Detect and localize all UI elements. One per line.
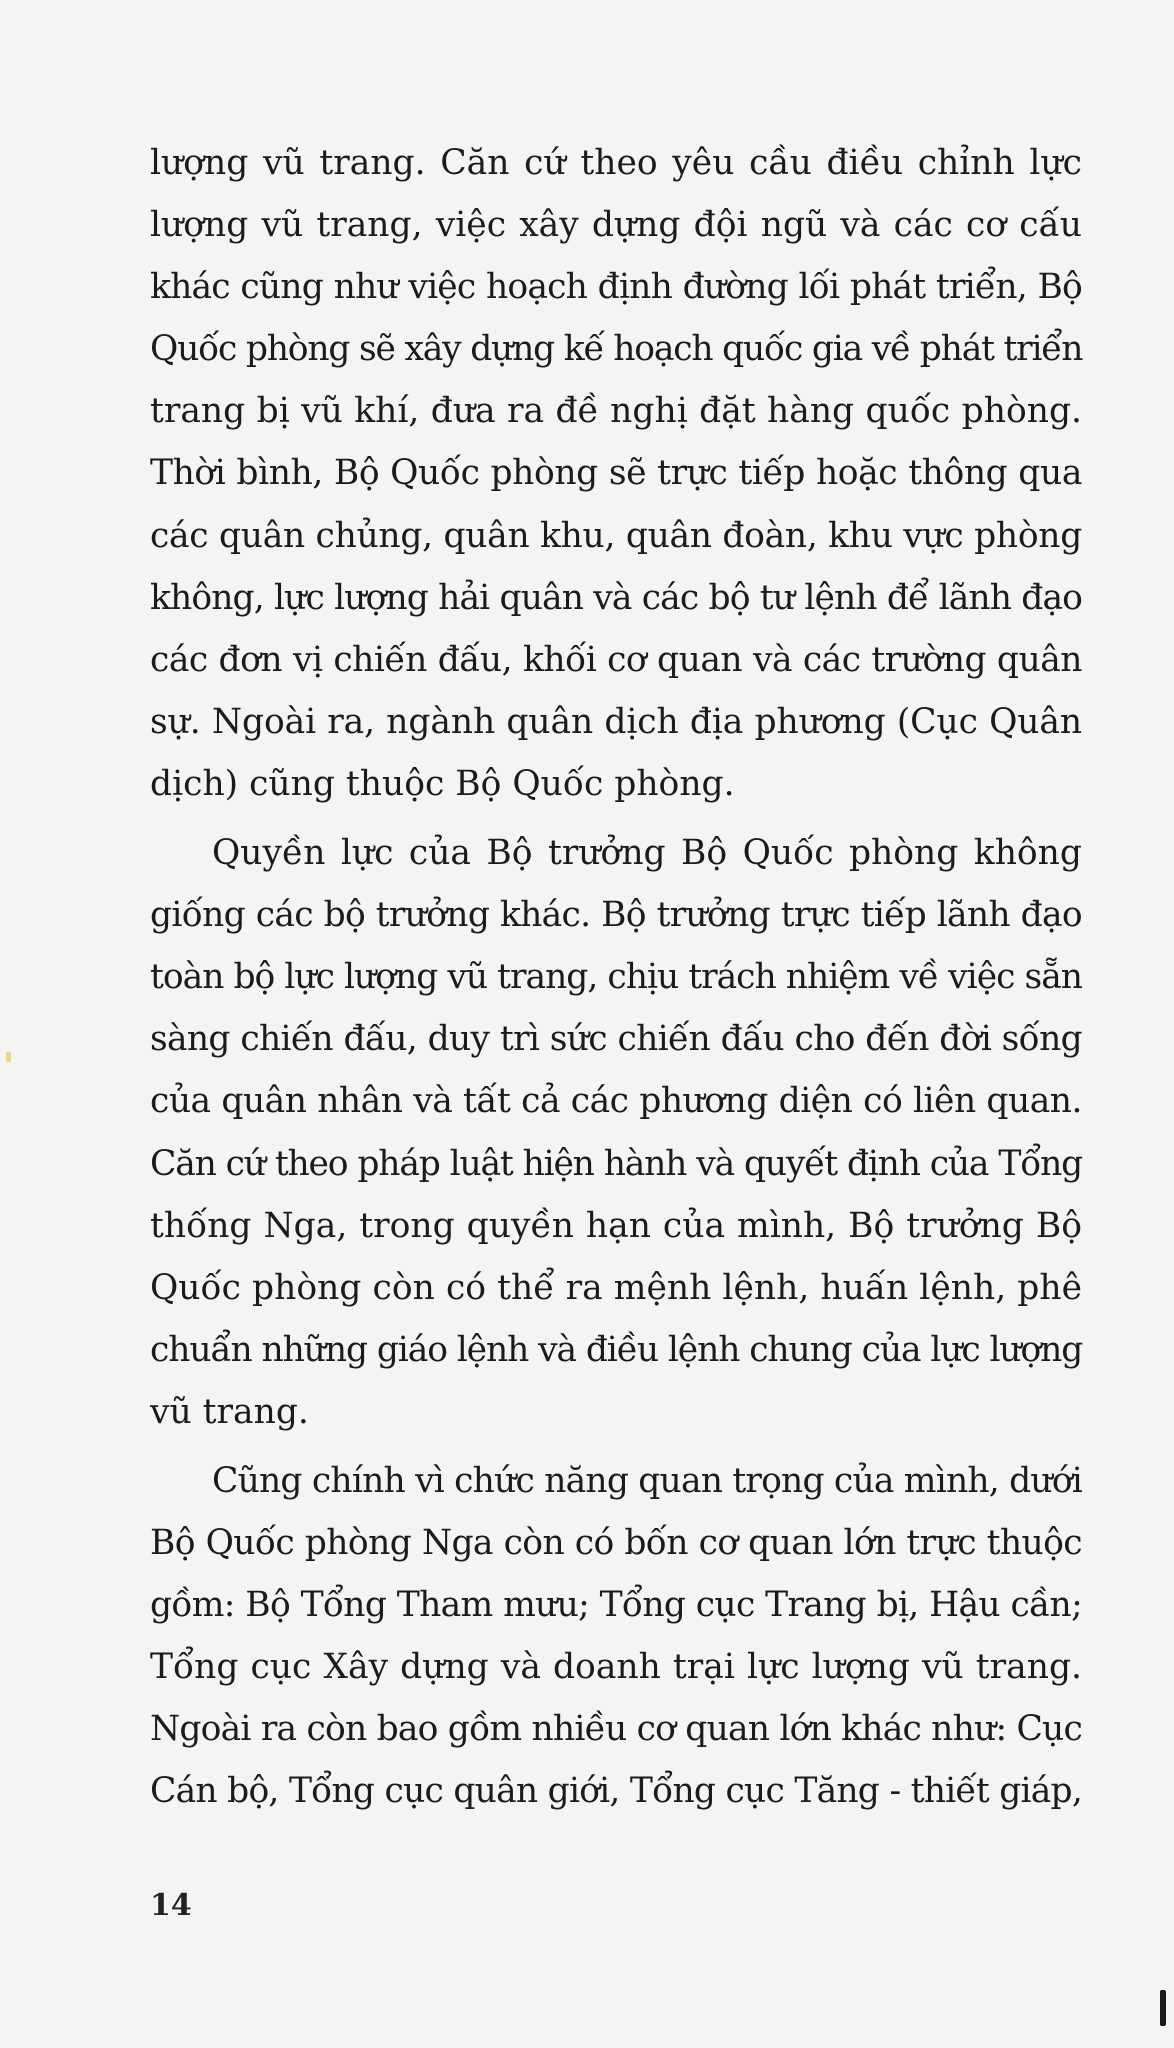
- text-line: Ngoài ra còn bao gồm nhiều cơ quan lớn khác như: Cục: [150, 1709, 1082, 1750]
- text-line: Thời bình, Bộ Quốc phòng sẽ trực tiếp hoặc thông qua: [150, 453, 1082, 494]
- paragraph-3: [150, 1450, 1082, 1823]
- text-line: vũ trang.: [150, 1391, 309, 1432]
- text-line: lượng vũ trang, việc xây dựng đội ngũ và các cơ cấu: [150, 205, 1082, 246]
- text-line: Cán bộ, Tổng cục quân giới, Tổng cục Tăng - thiết giáp,: [150, 1771, 1082, 1812]
- paragraph-1: [150, 132, 1082, 815]
- text-line: thống Nga, trong quyền hạn của mình, Bộ trưởng Bộ: [150, 1205, 1082, 1246]
- page-edge-mark: [1160, 1990, 1166, 2026]
- text-line: toàn bộ lực lượng vũ trang, chịu trách nhiệm về việc sẵn: [150, 957, 1082, 998]
- text-line: gồm: Bộ Tổng Tham mưu; Tổng cục Trang bị, Hậu cần;: [150, 1585, 1082, 1626]
- text-line: Quyền lực của Bộ trưởng Bộ Quốc phòng không: [212, 833, 1082, 874]
- text-line: trang bị vũ khí, đưa ra đề nghị đặt hàng quốc phòng.: [150, 391, 1082, 432]
- text-line: lượng vũ trang. Căn cứ theo yêu cầu điều chỉnh lực: [150, 143, 1082, 183]
- text-line: không, lực lượng hải quân và các bộ tư lệnh để lãnh đạo: [150, 577, 1082, 618]
- text-line: sự. Ngoài ra, ngành quân dịch địa phương (Cục Quân: [150, 701, 1082, 742]
- text-line: Bộ Quốc phòng Nga còn có bốn cơ quan lớn trực thuộc: [150, 1523, 1082, 1564]
- text-line: khác cũng như việc hoạch định đường lối phát triển, Bộ: [150, 267, 1082, 308]
- text-line: Quốc phòng còn có thể ra mệnh lệnh, huấn lệnh, phê: [150, 1267, 1082, 1308]
- text-line: Cũng chính vì chức năng quan trọng của mình, dưới: [212, 1460, 1083, 1501]
- text-line: các quân chủng, quân khu, quân đoàn, khu vực phòng: [150, 515, 1082, 556]
- text-line: chuẩn những giáo lệnh và điều lệnh chung của lực lượng: [150, 1329, 1083, 1370]
- paragraph-2: [150, 822, 1082, 1443]
- text-line: Quốc phòng sẽ xây dựng kế hoạch quốc gia về phát triển: [150, 329, 1083, 370]
- text-line: giống các bộ trưởng khác. Bộ trưởng trực tiếp lãnh đạo: [150, 895, 1082, 936]
- text-line: sàng chiến đấu, duy trì sức chiến đấu cho đến đời sống: [150, 1019, 1082, 1060]
- text-line: dịch) cũng thuộc Bộ Quốc phòng.: [150, 763, 735, 804]
- text-line: các đơn vị chiến đấu, khối cơ quan và các trường quân: [150, 639, 1082, 680]
- text-line: Căn cứ theo pháp luật hiện hành và quyết định của Tổng: [150, 1143, 1082, 1184]
- paper-stain: [6, 1052, 11, 1062]
- body-text: [150, 132, 1082, 1823]
- text-line: của quân nhân và tất cả các phương diện có liên quan.: [150, 1081, 1082, 1122]
- text-line: Tổng cục Xây dựng và doanh trại lực lượng vũ trang.: [150, 1647, 1082, 1688]
- page-number: 14: [150, 1888, 192, 1923]
